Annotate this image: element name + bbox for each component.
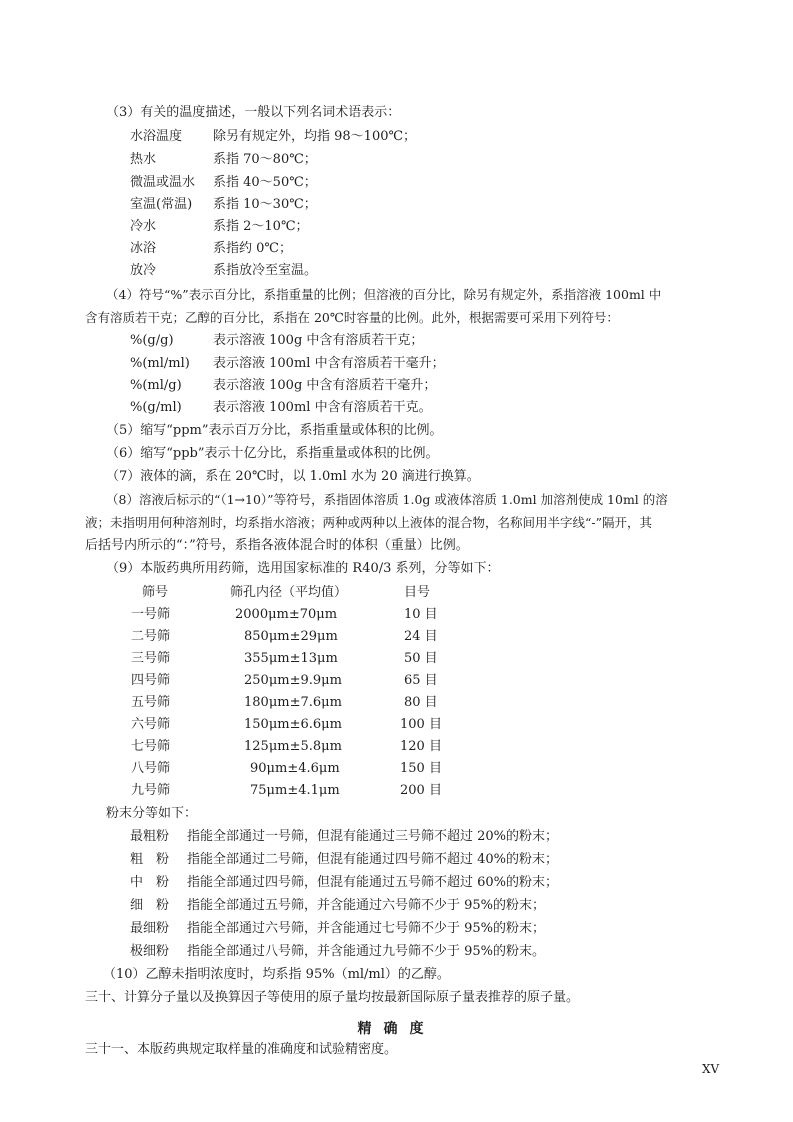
term-label: 室温(常温) — [130, 197, 193, 212]
powder-name: 最细粉 — [130, 921, 170, 936]
symbol-label: %(ml/g) — [130, 378, 182, 393]
table-cell: 二号筛 — [131, 629, 171, 644]
powder-desc: 指能全部通过四号筛，但混有能通过五号筛不超过 60%的粉末； — [187, 875, 559, 890]
term-label: 放冷 — [130, 263, 157, 278]
table-header: 筛孔内径（平均值） — [230, 585, 348, 600]
table-cell: 65 目 — [404, 673, 438, 688]
table-cell: 100 目 — [400, 717, 442, 732]
term-label: 热水 — [130, 152, 157, 167]
table-cell: 250μm±9.9μm — [244, 673, 342, 688]
term-label: 微温或温水 — [130, 175, 196, 190]
clause-30: 三十、计算分子量以及换算因子等使用的原子量均按最新国际原子量表推荐的原子量。 — [85, 990, 580, 1005]
powder-desc: 指能全部通过二号筛，但混有能通过四号筛不超过 40%的粉末； — [187, 852, 559, 867]
table-cell: 五号筛 — [131, 695, 171, 710]
table-cell: 50 目 — [404, 651, 438, 666]
item9-heading: （9）本版药典所用药筛，选用国家标准的 R40/3 系列，分等如下： — [106, 561, 500, 576]
section-heading: 精确度 — [357, 1021, 436, 1037]
item8-line3: 后括号内所示的“：”符号，系指各液体混合时的体积（重量）比例。 — [85, 538, 469, 553]
symbol-desc: 表示溶液 100g 中含有溶质若干克； — [213, 333, 424, 348]
term-desc: 系指约 0℃； — [213, 241, 292, 256]
table-header: 筛号 — [142, 585, 169, 600]
table-cell: 150 目 — [400, 761, 442, 776]
table-cell: 六号筛 — [131, 717, 171, 732]
powder-name: 细 粉 — [130, 898, 170, 913]
symbol-desc: 表示溶液 100g 中含有溶质若干毫升； — [213, 378, 437, 393]
term-desc: 系指 40～50℃； — [213, 175, 317, 190]
term-desc: 系指 2～10℃； — [213, 219, 309, 234]
table-cell: 80 目 — [404, 695, 438, 710]
term-label: 冷水 — [130, 219, 157, 234]
powder-desc: 指能全部通过五号筛，并含能通过六号筛不少于 95%的粉末； — [187, 898, 546, 913]
table-cell: 八号筛 — [131, 761, 171, 776]
table-cell: 四号筛 — [131, 673, 171, 688]
table-cell: 24 目 — [404, 629, 438, 644]
table-cell: 九号筛 — [131, 783, 171, 798]
item6: （6）缩写“ppb”表示十亿分比，系指重量或体积的比例。 — [106, 446, 439, 461]
page-number: XV — [702, 1062, 720, 1076]
powder-name: 中 粉 — [130, 875, 170, 890]
powder-desc: 指能全部通过六号筛，并含能通过七号筛不少于 95%的粉末； — [187, 921, 546, 936]
item10: （10）乙醇未指明浓度时，均系指 95%（ml/ml）的乙醇。 — [103, 967, 450, 982]
term-label: 水浴温度 — [130, 129, 183, 144]
table-cell: 850μm±29μm — [244, 629, 338, 644]
table-cell: 75μm±4.1μm — [250, 783, 340, 798]
term-label: 冰浴 — [130, 241, 157, 256]
powder-desc: 指能全部通过八号筛，并含能通过九号筛不少于 95%的粉末。 — [187, 944, 546, 959]
item8-line2: 液；未指明用何种溶剂时，均系指水溶液；两种或两种以上液体的混合物，名称间用半字线“-”隔开，其 — [85, 515, 653, 530]
table-cell: 10 目 — [404, 607, 438, 622]
item3-heading: （3）有关的温度描述，一般以下列名词术语表示： — [106, 105, 401, 120]
powder-name: 最粗粉 — [130, 829, 170, 844]
item8-line1: （8）溶液后标示的“（1→10）”等符号，系指固体溶质 1.0g 或液体溶质 1.0ml 加溶剂使成 10ml 的溶 — [106, 492, 668, 507]
symbol-label: %(g/g) — [130, 333, 174, 348]
table-cell: 三号筛 — [131, 651, 171, 666]
powder-heading: 粉末分等如下： — [106, 806, 198, 821]
term-desc: 系指放冷至室温。 — [213, 263, 318, 278]
powder-name: 粗 粉 — [130, 852, 170, 867]
powder-name: 极细粉 — [130, 944, 170, 959]
term-desc: 除另有规定外，均指 98～100℃； — [213, 129, 417, 144]
term-desc: 系指 70～80℃； — [213, 152, 317, 167]
table-cell: 90μm±4.6μm — [250, 761, 340, 776]
table-cell: 七号筛 — [131, 739, 171, 754]
item7: （7）液体的滴，系在 20℃时，以 1.0ml 水为 20 滴进行换算。 — [106, 469, 480, 484]
item5: （5）缩写“ppm”表示百万分比，系指重量或体积的比例。 — [106, 423, 443, 438]
symbol-label: %(ml/ml) — [130, 356, 190, 371]
table-cell: 200 目 — [400, 783, 442, 798]
powder-desc: 指能全部通过一号筛，但混有能通过三号筛不超过 20%的粉末； — [187, 829, 559, 844]
table-cell: 一号筛 — [131, 607, 171, 622]
clause-31: 三十一、本版药典规定取样量的准确度和试验精密度。 — [85, 1042, 398, 1057]
table-cell: 125μm±5.8μm — [244, 739, 342, 754]
item4-line2: 含有溶质若干克；乙醇的百分比，系指在 20℃时容量的比例。此外，根据需要可采用下列符号： — [85, 310, 619, 325]
table-header: 目号 — [404, 585, 431, 600]
symbol-desc: 表示溶液 100ml 中含有溶质若干毫升； — [213, 356, 445, 371]
table-cell: 120 目 — [400, 739, 442, 754]
table-cell: 355μm±13μm — [244, 651, 338, 666]
item4-line1: （4）符号“%”表示百分比，系指重量的比例；但溶液的百分比，除另有规定外，系指溶液 100ml 中 — [106, 287, 662, 302]
term-desc: 系指 10～30℃； — [213, 197, 317, 212]
symbol-label: %(g/ml) — [130, 400, 182, 415]
table-cell: 150μm±6.6μm — [244, 717, 342, 732]
table-cell: 2000μm±70μm — [235, 607, 338, 622]
table-cell: 180μm±7.6μm — [244, 695, 342, 710]
symbol-desc: 表示溶液 100ml 中含有溶质若干克。 — [213, 400, 432, 415]
